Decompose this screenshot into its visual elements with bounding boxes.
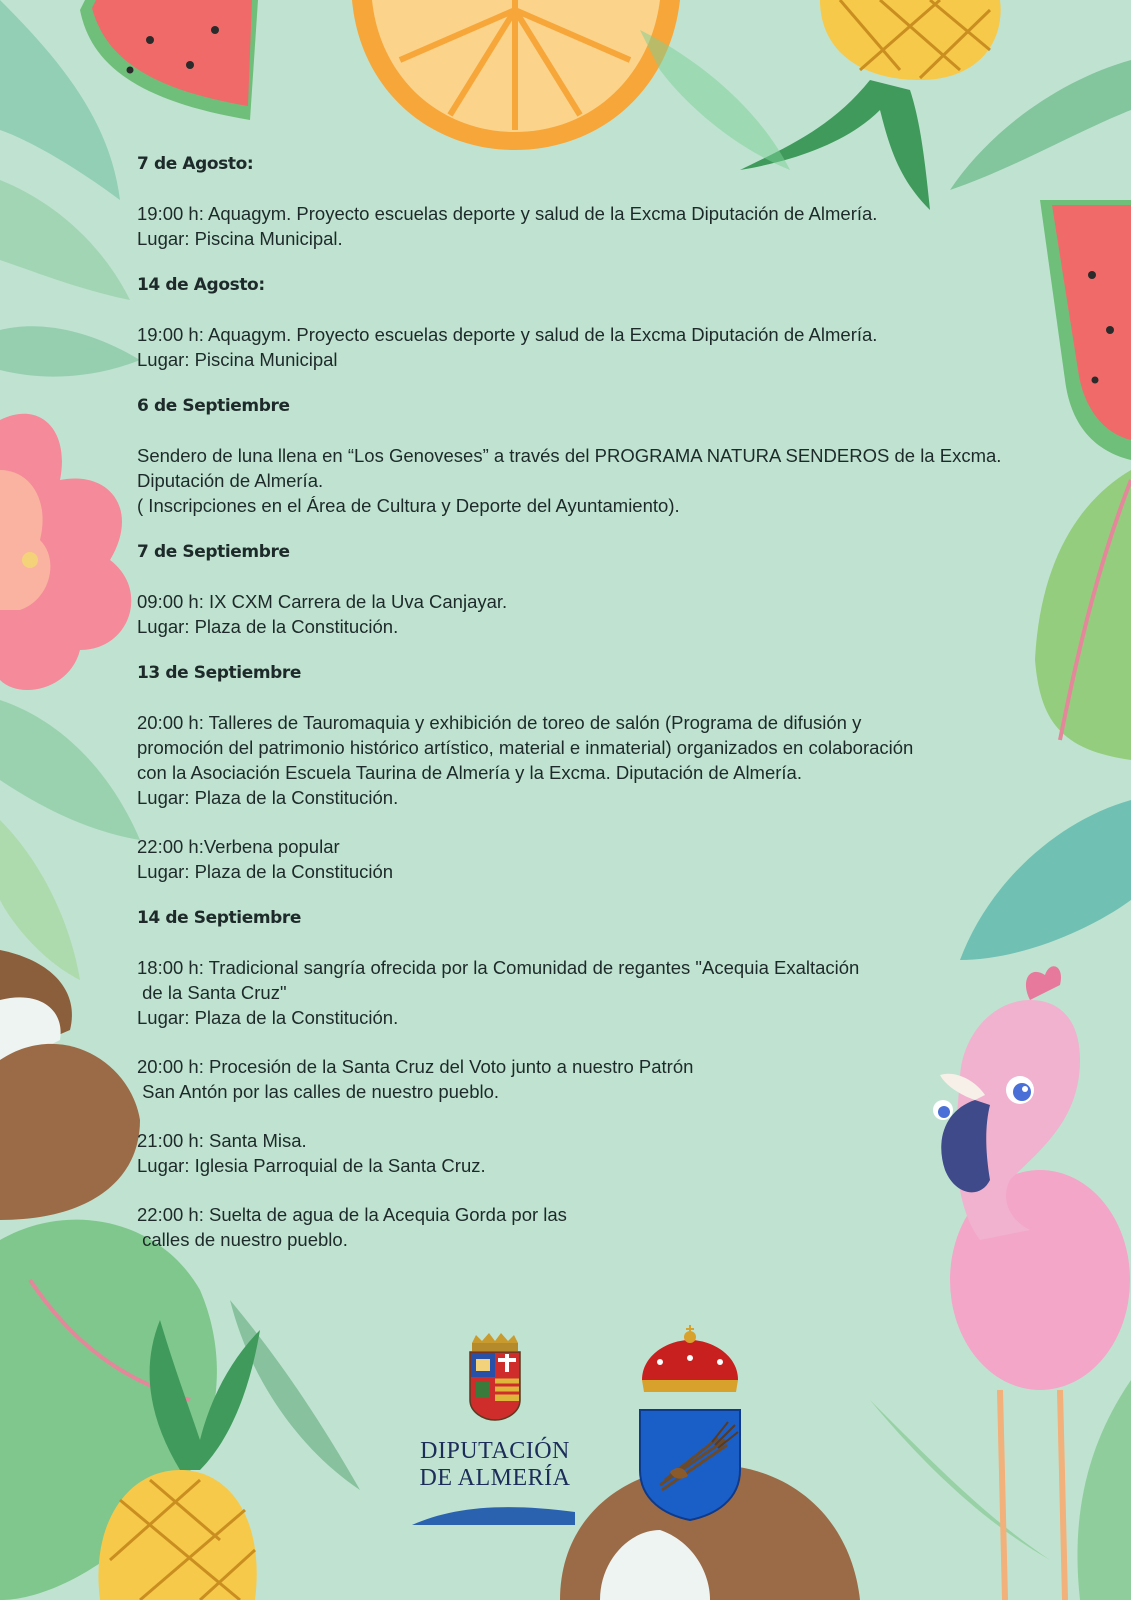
diputacion-logo-line2: DE ALMERÍA (419, 1465, 571, 1491)
orange-slice-top (352, 0, 680, 150)
schedule-day (137, 661, 1027, 884)
event-text-line: 09:00 h: IX CXM Carrera de la Uva Canjayar. (137, 591, 508, 612)
event-text-line: calles de nuestro pueblo. (137, 1229, 348, 1250)
event-entry (137, 589, 1027, 639)
event-schedule (137, 152, 1027, 1274)
day-heading: 7 de Agosto: (137, 154, 254, 174)
event-text-line: 19:00 h: Aquagym. Proyecto escuelas deporte y salud de la Excma Diputación de Almería. (137, 203, 878, 224)
event-entry (137, 834, 1027, 884)
watermelon-slice-top-left (80, 0, 258, 120)
event-text-line: Lugar: Iglesia Parroquial de la Santa Cruz. (137, 1155, 486, 1176)
event-text-line: 18:00 h: Tradicional sangría ofrecida por la Comunidad de regantes "Acequia Exaltación (137, 957, 860, 978)
schedule-day (137, 540, 1027, 639)
day-heading: 13 de Septiembre (137, 663, 302, 683)
event-text-line: Lugar: Piscina Municipal. (137, 228, 343, 249)
event-entry (137, 1054, 1027, 1104)
event-entry (137, 322, 1027, 372)
event-text-line: Lugar: Plaza de la Constitución. (137, 616, 399, 637)
municipal-coat-of-arms (640, 1325, 740, 1520)
diputacion-almeria-logo (412, 1333, 575, 1525)
hibiscus-flower-left (0, 414, 131, 690)
event-text-line: 19:00 h: Aquagym. Proyecto escuelas deporte y salud de la Excma Diputación de Almería. (137, 324, 878, 345)
day-heading: 14 de Septiembre (137, 908, 302, 928)
diputacion-logo-text (405, 1438, 585, 1492)
coconut-left (0, 950, 140, 1220)
leaves-left-middle-illustration (0, 700, 140, 980)
event-text-line: de la Santa Cruz" (137, 982, 287, 1003)
event-text-line: 20:00 h: Procesión de la Santa Cruz del Voto junto a nuestro Patrón (137, 1056, 694, 1077)
schedule-day (137, 906, 1027, 1252)
diputacion-logo-line1: DIPUTACIÓN (420, 1438, 570, 1464)
event-entry (137, 955, 1027, 1030)
event-entry (137, 443, 1027, 518)
day-heading: 7 de Septiembre (137, 542, 290, 562)
event-text-line: 22:00 h:Verbena popular (137, 836, 340, 857)
event-text-line: San Antón por las calles de nuestro pueblo. (137, 1081, 500, 1102)
event-entry (137, 201, 1027, 251)
event-text-line: 21:00 h: Santa Misa. (137, 1130, 307, 1151)
day-heading: 14 de Agosto: (137, 275, 265, 295)
event-text-line: promoción del patrimonio histórico artístico, material e inmaterial) organizados en colaboración (137, 737, 914, 758)
event-text-line: con la Asociación Escuela Taurina de Almería y la Excma. Diputación de Almería. (137, 762, 802, 783)
event-text-line: ( Inscripciones en el Área de Cultura y Deporte del Ayuntamiento). (137, 495, 680, 516)
day-heading: 6 de Septiembre (137, 396, 290, 416)
watermelon-slice-right (1040, 200, 1131, 460)
event-text-line: Sendero de luna llena en “Los Genoveses” a través del PROGRAMA NATURA SENDEROS de la Excma. (137, 445, 1002, 466)
event-text-line: Lugar: Plaza de la Constitución. (137, 1007, 399, 1028)
schedule-day (137, 394, 1027, 518)
event-text-line: Lugar: Plaza de la Constitución. (137, 787, 399, 808)
event-entry (137, 1202, 1027, 1252)
event-text-line: Diputación de Almería. (137, 470, 324, 491)
schedule-day (137, 273, 1027, 372)
event-entry (137, 710, 1027, 810)
schedule-day (137, 152, 1027, 251)
event-text-line: 22:00 h: Suelta de agua de la Acequia Gorda por las (137, 1204, 567, 1225)
event-entry (137, 1128, 1027, 1178)
event-text-line: Lugar: Plaza de la Constitución (137, 861, 394, 882)
event-text-line: 20:00 h: Talleres de Tauromaquia y exhibición de toreo de salón (Programa de difusión y (137, 712, 862, 733)
event-text-line: Lugar: Piscina Municipal (137, 349, 338, 370)
